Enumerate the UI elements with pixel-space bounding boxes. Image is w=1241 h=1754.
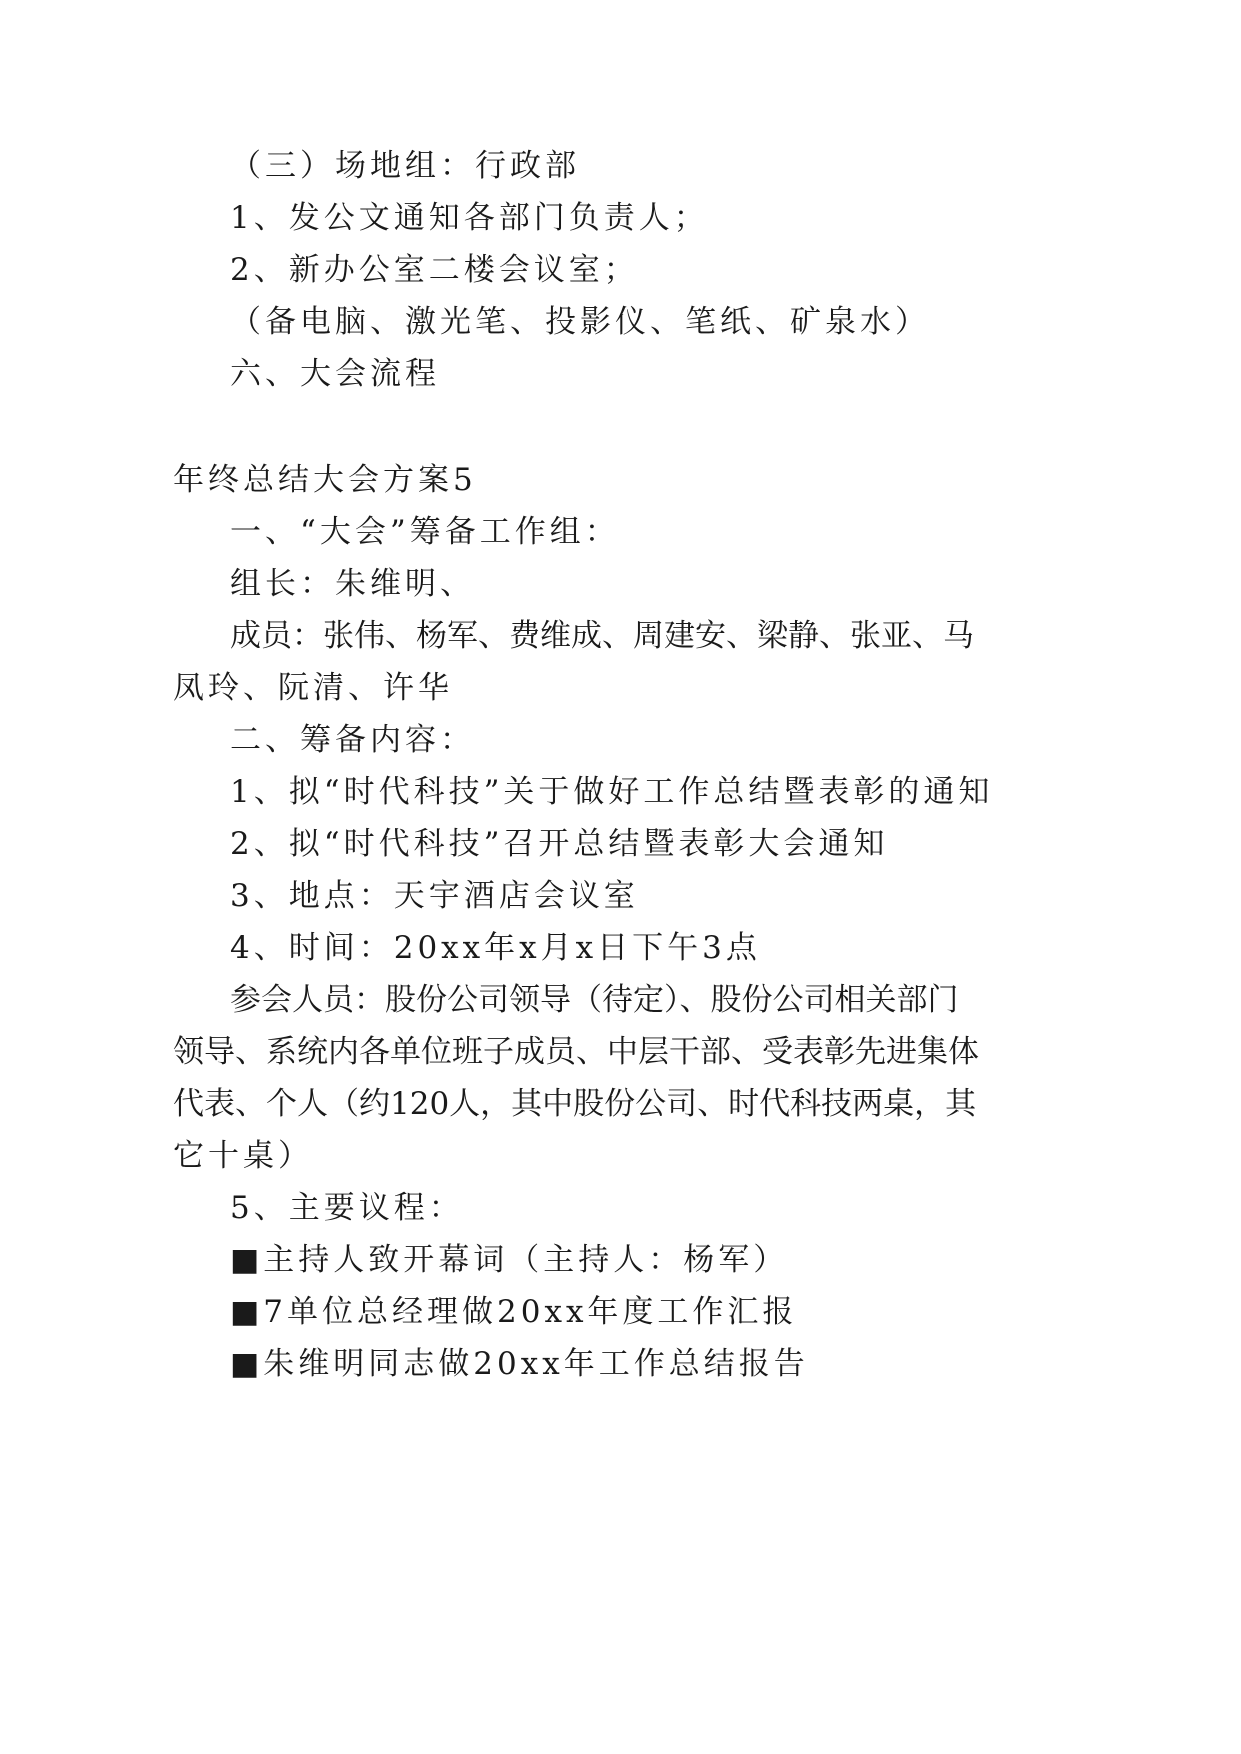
prep-item-2: 2、拟“时代科技”召开总结暨表彰大会通知 <box>230 826 889 862</box>
attendees-line-4: 它十桌） <box>173 1138 313 1174</box>
section-title: 年终总结大会方案5 <box>173 462 477 498</box>
agenda-item-3: ■朱维明同志做20xx年工作总结报告 <box>230 1346 809 1382</box>
group-leader: 组长：朱维明、 <box>230 566 475 602</box>
group-members-line-2: 凤玲、阮清、许华 <box>173 670 453 706</box>
prep-item-3: 3、地点：天宇酒店会议室 <box>230 878 639 914</box>
agenda-item-2: ■7单位总经理做20xx年度工作汇报 <box>230 1294 798 1330</box>
agenda-heading: 六、大会流程 <box>230 356 440 392</box>
main-agenda-heading: 5、主要议程： <box>230 1190 464 1226</box>
attendees-line-1: 参会人员：股份公司领导（待定）、股份公司相关部门 <box>230 982 959 1018</box>
prep-heading: 二、筹备内容： <box>230 722 475 758</box>
venue-group-heading: （三）场地组：行政部 <box>230 148 580 184</box>
venue-item-2: 2、新办公室二楼会议室； <box>230 252 639 288</box>
group-members-line-1: 成员：张伟、杨军、费维成、周建安、梁静、张亚、马 <box>230 618 974 654</box>
venue-equipment: （备电脑、激光笔、投影仪、笔纸、矿泉水） <box>230 304 930 340</box>
attendees-line-3: 代表、个人（约120人，其中股份公司、时代科技两桌，其 <box>173 1086 977 1122</box>
prep-item-4: 4、时间：20xx年x月x日下午3点 <box>230 930 761 966</box>
venue-item-1: 1、发公文通知各部门负责人； <box>230 200 709 236</box>
group-heading: 一、“大会”筹备工作组： <box>230 514 620 550</box>
agenda-item-1: ■主持人致开幕词（主持人：杨军） <box>230 1242 789 1278</box>
attendees-line-2: 领导、系统内各单位班子成员、中层干部、受表彰先进集体 <box>173 1034 979 1070</box>
prep-item-1: 1、拟“时代科技”关于做好工作总结暨表彰的通知 <box>230 774 994 810</box>
